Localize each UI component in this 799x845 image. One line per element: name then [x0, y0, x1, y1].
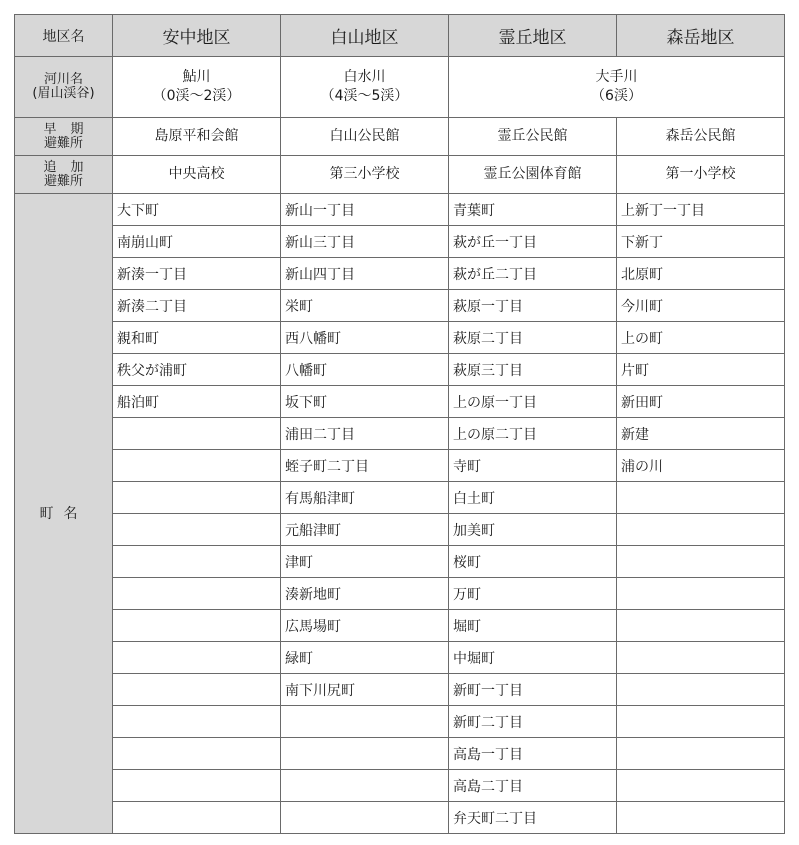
town-cell: 新山四丁目 — [281, 258, 449, 290]
additional-shelter-label-line: 追加 — [43, 159, 98, 175]
town-cell: 親和町 — [113, 322, 281, 354]
town-cell: 北原町 — [617, 258, 785, 290]
town-row — [15, 514, 785, 546]
town-row — [15, 386, 785, 418]
town-cell: 元船津町 — [281, 514, 449, 546]
additional-shelter-label — [15, 156, 113, 194]
town-cell: 萩が丘一丁目 — [449, 226, 617, 258]
town-cell — [617, 578, 785, 610]
river-name: 白水川 — [343, 69, 386, 85]
early-shelter-cell: 島原平和会館 — [113, 118, 281, 156]
town-cell: 新町一丁目 — [449, 674, 617, 706]
town-cell — [281, 706, 449, 738]
town-cell: 上の原一丁目 — [449, 386, 617, 418]
town-cell — [113, 514, 281, 546]
town-cell: 新田町 — [617, 386, 785, 418]
evacuation-table — [14, 14, 785, 834]
town-cell — [113, 578, 281, 610]
town-cell: 船泊町 — [113, 386, 281, 418]
town-cell — [113, 802, 281, 834]
additional-shelter-cell: 第一小学校 — [617, 156, 785, 194]
town-cell: 緑町 — [281, 642, 449, 674]
town-cell: 浦の川 — [617, 450, 785, 482]
town-cell — [617, 674, 785, 706]
town-cell — [113, 418, 281, 450]
town-cell: 堀町 — [449, 610, 617, 642]
town-cell — [617, 482, 785, 514]
additional-shelter-cell: 中央高校 — [113, 156, 281, 194]
town-cell: 萩が丘二丁目 — [449, 258, 617, 290]
town-cell — [617, 642, 785, 674]
town-cell: 萩原三丁目 — [449, 354, 617, 386]
town-cell: 片町 — [617, 354, 785, 386]
town-cell: 新町二丁目 — [449, 706, 617, 738]
town-cell: 新山一丁目 — [281, 194, 449, 226]
town-cell: 西八幡町 — [281, 322, 449, 354]
town-cell: 八幡町 — [281, 354, 449, 386]
river-anchu — [113, 57, 281, 118]
town-cell: 万町 — [449, 578, 617, 610]
river-label — [15, 57, 113, 118]
town-cell: 上の原二丁目 — [449, 418, 617, 450]
early-shelter-cell: 森岳公民館 — [617, 118, 785, 156]
river-hakusan — [281, 57, 449, 118]
town-cell: 坂下町 — [281, 386, 449, 418]
town-cell — [113, 610, 281, 642]
town-cell — [113, 770, 281, 802]
town-name-label: 町名 — [15, 194, 113, 834]
town-cell: 新建 — [617, 418, 785, 450]
town-cell — [617, 546, 785, 578]
additional-shelter-cell: 霊丘公園体育館 — [449, 156, 617, 194]
town-cell: 大下町 — [113, 194, 281, 226]
town-cell: 白土町 — [449, 482, 617, 514]
town-cell — [113, 450, 281, 482]
additional-shelter-cell: 第三小学校 — [281, 156, 449, 194]
town-cell — [617, 770, 785, 802]
river-label-line: (眉山渓谷) — [32, 86, 95, 101]
river-name: 大手川 — [595, 69, 638, 85]
area-name-header: 地区名 — [15, 15, 113, 57]
town-cell: 高島二丁目 — [449, 770, 617, 802]
river-range: （4渓～5渓） — [320, 88, 409, 104]
town-row — [15, 546, 785, 578]
town-cell — [617, 802, 785, 834]
town-row — [15, 194, 785, 226]
town-cell: 新山三丁目 — [281, 226, 449, 258]
town-cell: 上の町 — [617, 322, 785, 354]
town-cell — [113, 482, 281, 514]
town-row — [15, 706, 785, 738]
river-range: （6渓） — [591, 88, 642, 104]
town-cell: 加美町 — [449, 514, 617, 546]
district-header-anchu: 安中地区 — [113, 15, 281, 57]
river-row — [15, 57, 785, 118]
town-cell: 萩原二丁目 — [449, 322, 617, 354]
early-shelter-label-line: 早期 — [43, 121, 98, 137]
town-cell: 今川町 — [617, 290, 785, 322]
town-row — [15, 290, 785, 322]
town-cell: 湊新地町 — [281, 578, 449, 610]
town-cell: 浦田二丁目 — [281, 418, 449, 450]
town-cell: 弁天町二丁目 — [449, 802, 617, 834]
town-rows — [15, 194, 785, 834]
town-cell: 萩原一丁目 — [449, 290, 617, 322]
town-cell: 新湊二丁目 — [113, 290, 281, 322]
town-cell — [281, 738, 449, 770]
town-cell — [113, 738, 281, 770]
town-cell: 桜町 — [449, 546, 617, 578]
early-shelter-label-line: 避難所 — [43, 135, 83, 151]
additional-shelter-row — [15, 156, 785, 194]
river-name: 鮎川 — [182, 69, 211, 85]
town-row — [15, 770, 785, 802]
town-cell — [617, 738, 785, 770]
town-row — [15, 610, 785, 642]
early-shelter-cell: 白山公民館 — [281, 118, 449, 156]
district-header-hakusan: 白山地区 — [281, 15, 449, 57]
early-shelter-label — [15, 118, 113, 156]
town-cell — [617, 610, 785, 642]
town-cell: 広馬場町 — [281, 610, 449, 642]
town-cell: 高島一丁目 — [449, 738, 617, 770]
town-cell — [113, 706, 281, 738]
town-row — [15, 450, 785, 482]
town-cell: 津町 — [281, 546, 449, 578]
river-reikyu-moritake — [449, 57, 785, 118]
town-row — [15, 674, 785, 706]
town-row — [15, 226, 785, 258]
town-cell — [617, 706, 785, 738]
town-cell: 下新丁 — [617, 226, 785, 258]
district-header-moritake: 森岳地区 — [617, 15, 785, 57]
additional-shelter-label-line: 避難所 — [43, 173, 83, 189]
town-row — [15, 418, 785, 450]
town-row — [15, 258, 785, 290]
town-row — [15, 642, 785, 674]
river-range: （0渓～2渓） — [152, 88, 241, 104]
town-cell — [113, 642, 281, 674]
town-row — [15, 354, 785, 386]
early-shelter-row — [15, 118, 785, 156]
town-cell: 中堀町 — [449, 642, 617, 674]
town-cell — [617, 514, 785, 546]
town-cell — [281, 770, 449, 802]
town-cell: 有馬船津町 — [281, 482, 449, 514]
town-row — [15, 578, 785, 610]
town-cell: 蛭子町二丁目 — [281, 450, 449, 482]
town-cell: 南崩山町 — [113, 226, 281, 258]
town-row — [15, 738, 785, 770]
town-row — [15, 322, 785, 354]
town-cell: 秩父が浦町 — [113, 354, 281, 386]
header-row — [15, 15, 785, 57]
district-header-reikyu: 霊丘地区 — [449, 15, 617, 57]
town-cell: 青葉町 — [449, 194, 617, 226]
town-cell: 南下川尻町 — [281, 674, 449, 706]
town-cell — [281, 802, 449, 834]
town-cell: 上新丁一丁目 — [617, 194, 785, 226]
town-cell: 新湊一丁目 — [113, 258, 281, 290]
early-shelter-cell: 霊丘公民館 — [449, 118, 617, 156]
river-label-line: 河川名 — [43, 72, 83, 87]
town-cell: 寺町 — [449, 450, 617, 482]
town-cell — [113, 546, 281, 578]
town-cell: 栄町 — [281, 290, 449, 322]
town-cell — [113, 674, 281, 706]
town-row — [15, 802, 785, 834]
town-row — [15, 482, 785, 514]
